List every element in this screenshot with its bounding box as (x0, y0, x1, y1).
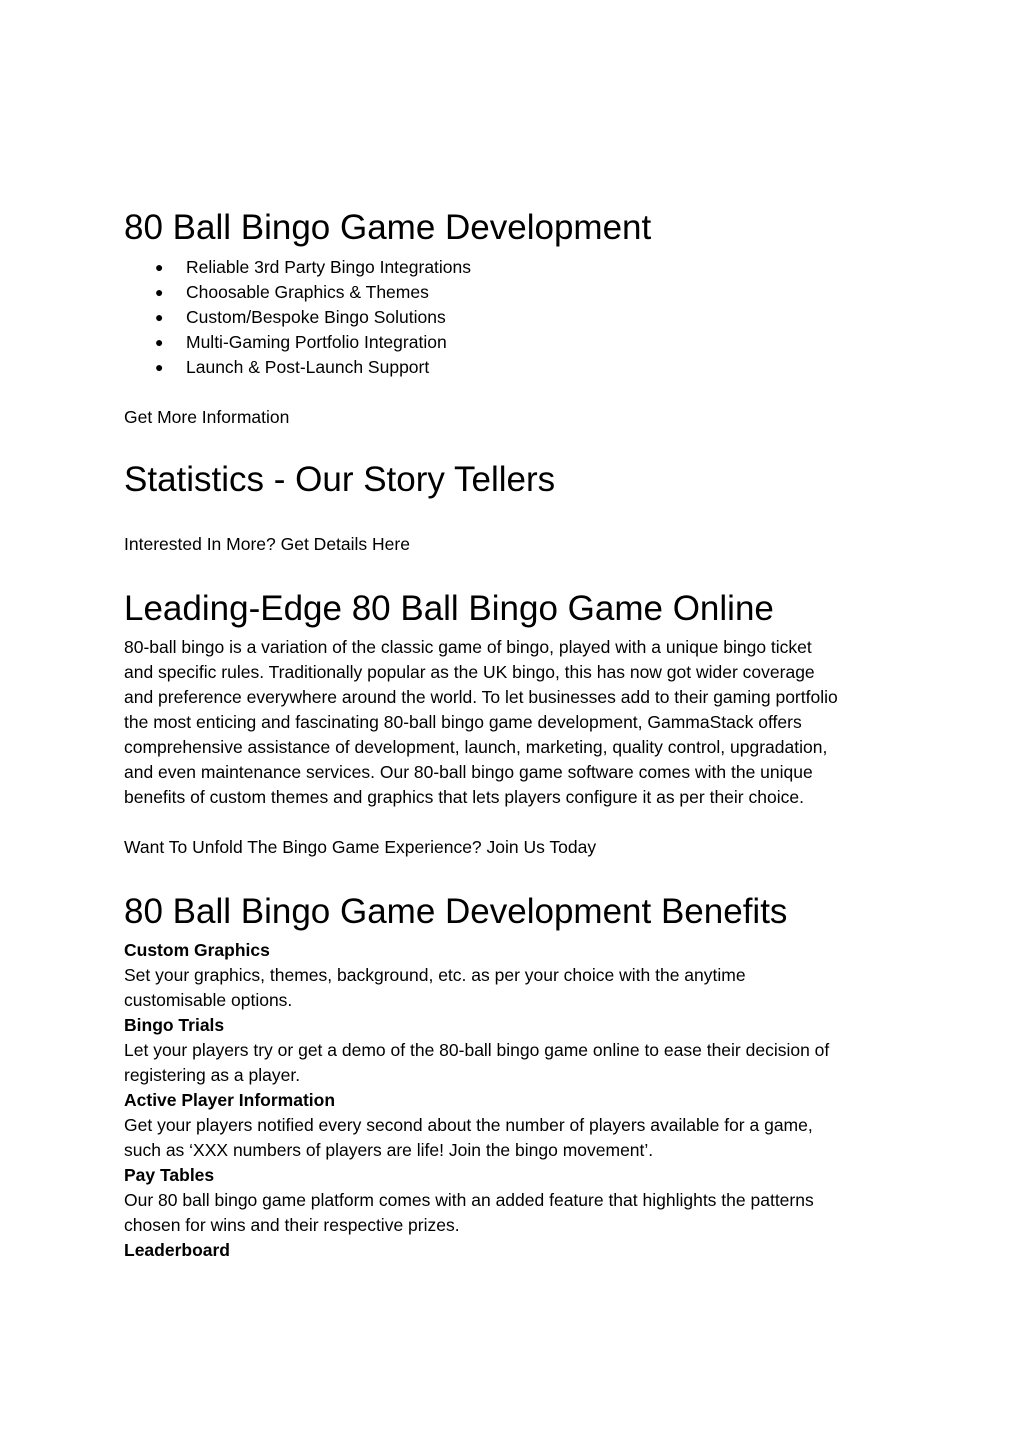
feature-text: Reliable 3rd Party Bingo Integrations (186, 257, 472, 277)
heading-online: Leading-Edge 80 Ball Bingo Game Online (124, 589, 774, 628)
paragraph-line: and specific rules. Traditionally popular as the UK bingo, this has now got wider coverage (124, 662, 815, 682)
list-item (124, 280, 904, 305)
get-details-link[interactable]: Interested In More? Get Details Here (124, 534, 410, 554)
benefit-description (124, 1113, 904, 1163)
paragraph-line: the most enticing and fascinating 80-ball bingo game development, GammaStack offers (124, 712, 802, 732)
heading-dev: 80 Ball Bingo Game Development (124, 208, 652, 247)
paragraph-line: and even maintenance services. Our 80-ball bingo game software comes with the unique (124, 762, 813, 782)
paragraph-line: chosen for wins and their respective prizes. (124, 1215, 460, 1235)
benefit-heading: Leaderboard (124, 1240, 230, 1260)
paragraph-line: and preference everywhere around the world. To let businesses add to their gaming portfolio (124, 687, 838, 707)
bullet-icon: ● (155, 309, 164, 325)
paragraph-line: benefits of custom themes and graphics that lets players configure it as per their choice. (124, 787, 804, 807)
bullet-icon: ● (155, 284, 164, 300)
benefit-description (124, 1038, 904, 1088)
heading-stats: Statistics - Our Story Tellers (124, 460, 556, 499)
list-item (124, 330, 904, 355)
benefit-heading: Pay Tables (124, 1165, 215, 1185)
paragraph-line: Let your players try or get a demo of the 80-ball bingo game online to ease their decision of (124, 1040, 830, 1060)
document-page (124, 205, 904, 1263)
benefit-heading: Custom Graphics (124, 940, 270, 960)
paragraph-line: 80-ball bingo is a variation of the classic game of bingo, played with a unique bingo ticket (124, 637, 812, 657)
list-item (124, 305, 904, 330)
paragraph-line: comprehensive assistance of development, launch, marketing, quality control, upgradation, (124, 737, 828, 757)
benefit-heading: Bingo Trials (124, 1015, 225, 1035)
intro-paragraph (124, 635, 904, 810)
benefit-heading: Active Player Information (124, 1090, 336, 1110)
feature-text: Multi-Gaming Portfolio Integration (186, 332, 447, 352)
paragraph-line: such as ‘XXX numbers of players are life! Join the bingo movement’. (124, 1140, 654, 1160)
feature-text: Custom/Bespoke Bingo Solutions (186, 307, 446, 327)
features-list (124, 255, 904, 380)
list-item (124, 355, 904, 380)
feature-text: Choosable Graphics & Themes (186, 282, 429, 302)
get-more-info-link[interactable]: Get More Information (124, 407, 290, 427)
join-us-link[interactable]: Want To Unfold The Bingo Game Experience? Join Us Today (124, 837, 597, 857)
benefit-description (124, 1188, 904, 1238)
paragraph-line: customisable options. (124, 990, 293, 1010)
paragraph-line: Get your players notified every second about the number of players available for a game, (124, 1115, 813, 1135)
paragraph-line: registering as a player. (124, 1065, 301, 1085)
list-item (124, 255, 904, 280)
benefit-description (124, 963, 904, 1013)
feature-text: Launch & Post-Launch Support (186, 357, 430, 377)
heading-benefits: 80 Ball Bingo Game Development Benefits (124, 892, 788, 931)
bullet-icon: ● (155, 259, 164, 275)
bullet-icon: ● (155, 359, 164, 375)
paragraph-line: Set your graphics, themes, background, etc. as per your choice with the anytime (124, 965, 746, 985)
paragraph-line: Our 80 ball bingo game platform comes with an added feature that highlights the patterns (124, 1190, 814, 1210)
bullet-icon: ● (155, 334, 164, 350)
